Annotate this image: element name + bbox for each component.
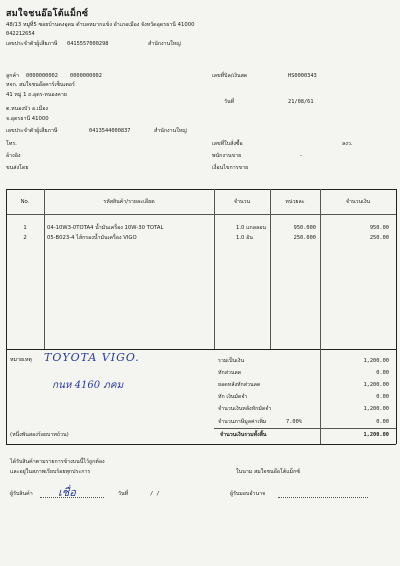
handwritten-plate-number: กนห 4160 ภคม — [52, 380, 124, 391]
row-amount: 250.00 — [369, 235, 389, 241]
company-tax-id: 0415557000298 — [67, 41, 109, 47]
row-description: 04-10W3-0TOTA4 น้ำมันเครื่อง 10W-30 TOTAL — [47, 225, 164, 231]
customer-tax-id: 0413544000837 — [89, 128, 131, 134]
totals-bottom-border — [6, 444, 396, 445]
grand-total-divider — [214, 428, 396, 429]
doc-number-label: เลขที่บิล/เงินสด — [212, 73, 248, 79]
total-label-discount: หักส่วนลด — [218, 370, 242, 376]
row-quantity: 1.0 แกลลอน — [236, 225, 267, 231]
total-value-grand: 1,200.00 — [363, 432, 389, 438]
total-value-after-discount: 1,200.00 — [363, 382, 389, 388]
phone-label: โทร. — [6, 141, 17, 147]
doc-date-label: วันที่ — [224, 99, 235, 105]
shipping-label: ขนส่งโดย — [6, 165, 29, 171]
po-number-label: เลขที่ใบสั่งซื้อ — [212, 141, 243, 147]
total-label-after-deposit: จำนวนเงินหลังหักมัดจำ — [218, 406, 272, 412]
table-header-border — [6, 214, 396, 215]
total-label-deposit: หัก เงินมัดจำ — [218, 394, 248, 400]
sales-person-label: พนักงานขาย — [212, 153, 242, 159]
customer-address-3: จ.อุดรธานี 41000 — [6, 116, 49, 122]
company-name: สมใจชนอ๊อโต้แม็กซ์ — [6, 9, 89, 19]
customer-code-label: ลูกค้า — [6, 73, 19, 79]
receive-date-value: / / — [150, 491, 160, 497]
reference-label: อ้างอิง — [6, 153, 21, 159]
table-bottom-border — [6, 349, 396, 350]
total-value-after-deposit: 1,200.00 — [363, 406, 389, 412]
header-no: No. — [20, 199, 30, 205]
col-divider-1 — [44, 189, 45, 349]
po-date-label: ลงว. — [342, 141, 353, 147]
total-label-vat: จำนวนภาษีมูลค่าเพิ่ม — [218, 419, 267, 425]
doc-number: HS0000343 — [288, 73, 317, 79]
received-note-1: ได้รับสินค้าตามรายการข้างบนนี้ไว้ถูกต้อง — [10, 459, 105, 465]
doc-date: 21/08/61 — [288, 99, 314, 105]
amount-in-words: (หนึ่งพันสองร้อยบาทถ้วน) — [10, 432, 69, 438]
col-divider-3 — [270, 189, 271, 349]
header-amount: จำนวนเงิน — [345, 199, 371, 205]
header-quantity: จำนวน — [233, 199, 251, 205]
receive-date-label: วันที่ — [118, 491, 129, 497]
customer-address-1: 41 หมู่ 1 ถ.อุดร-หนองคาย — [6, 92, 67, 98]
row-no: 1 — [23, 225, 27, 231]
company-branch: สำนักงานใหญ่ — [148, 41, 181, 47]
sales-person-value: - — [300, 153, 302, 159]
table-right-border — [396, 189, 397, 444]
col-divider-2 — [214, 189, 215, 349]
total-value-subtotal: 1,200.00 — [363, 358, 389, 364]
authorized-sign-line — [278, 497, 368, 498]
row-unit-price: 950.000 — [293, 225, 316, 231]
authorized-signer-label: ผู้รับมอบอำนาจ — [230, 491, 266, 497]
row-no: 2 — [23, 235, 27, 241]
notes-label: หมายเหตุ — [10, 357, 32, 363]
customer-name: หจก. สมใจชนอ๊อคาร์เซ็นเตอร์ — [6, 82, 75, 88]
total-label-after-discount: ยอดหลังหักส่วนลด — [218, 382, 261, 388]
receiver-signature: เชื่อ — [58, 486, 76, 499]
receiver-label: ผู้รับสินค้า — [10, 491, 33, 497]
sales-terms-label: เงื่อนไขการขาย — [212, 165, 249, 171]
customer-code: 0000000002 — [26, 73, 58, 79]
total-vat-rate: 7.00% — [286, 419, 302, 425]
table-top-border — [6, 189, 396, 190]
header-description: รหัสสินค้า/รายละเอียด — [103, 199, 155, 205]
total-value-vat: 0.00 — [376, 419, 389, 425]
row-description: 05-B023-4 ไส้กรองน้ำมันเครื่อง VIGO — [47, 235, 137, 241]
company-address: 48/13 หมู่ที่5 ซอยบ้านดงอุดม ตำบลหมากแข้ง อำเภอเมือง จังหวัดอุดรธานี 41000 — [6, 22, 195, 28]
company-tax-id-label: เลขประจำตัวผู้เสียภาษี — [6, 41, 58, 47]
customer-branch: สำนักงานใหญ่ — [154, 128, 187, 134]
received-note-2: และอยู่ในสภาพเรียบร้อยทุกประการ — [10, 469, 91, 475]
header-unit-price: หน่วยละ — [285, 199, 305, 205]
total-label-subtotal: รวมเป็นเงิน — [218, 358, 245, 364]
row-unit-price: 250.000 — [293, 235, 316, 241]
customer-code-2: 0000000002 — [70, 73, 102, 79]
handwritten-vehicle-model: TOYOTA VIGO. — [44, 351, 140, 364]
row-quantity: 1.0 อัน — [236, 235, 253, 241]
customer-address-2: ต.หนองบัว อ.เมือง — [6, 106, 48, 112]
total-label-grand: จำนวนเงินรวมทั้งสิ้น — [220, 432, 267, 438]
total-value-discount: 0.00 — [376, 370, 389, 376]
on-behalf-of: ในนาม สมใจชนอ๊อโต้แม็กซ์ — [236, 469, 300, 475]
company-phone: 042212654 — [6, 31, 35, 37]
customer-tax-id-label: เลขประจำตัวผู้เสียภาษี — [6, 128, 58, 134]
total-value-deposit: 0.00 — [376, 394, 389, 400]
receiver-sign-line — [40, 497, 104, 498]
row-amount: 950.00 — [369, 225, 389, 231]
